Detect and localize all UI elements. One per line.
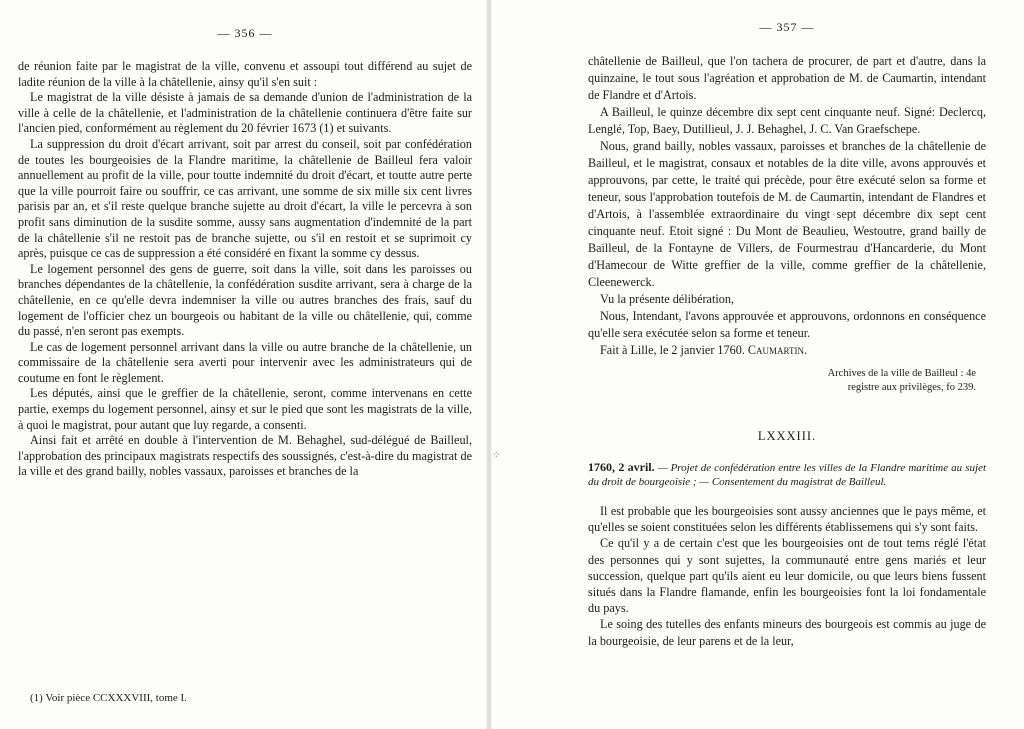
paragraph: La suppression du droit d'écart arrivant, soit par arrest du conseil, soit par confédération de toutes les bourgeoisies de la Flandre maritime, la châtellenie de Bailleul fera valoir annuellement au profit de la ville, pour toutte indemnité du droit d'écart, et toutte autre perte que la ville pourroit faire ou souffrir, ce cas arrivant, une somme de six mille six cent livres parisis par an, et s'il reste quelque branche sujette au droit d'écart, la ville le percevra à son profit sans diminution de la susdite somme, aussy sans augmentation d'indemnité de la part de la châtellenie s'il ne restoit pas de branche sujette, ou s'il en restoit et se suprimoit cy après, puisque ce cas de suppression a été considéré en fixant la somme cy dessus. — [18, 136, 472, 261]
right-page — [490, 0, 1024, 729]
gutter-mark-icon: ⁘ — [492, 450, 501, 461]
archive-reference — [588, 367, 976, 395]
fait-line — [588, 342, 986, 359]
left-body — [18, 59, 472, 480]
archive-line: registre aux privilèges, fo 239. — [847, 382, 976, 393]
footnote: (1) Voir pièce CCXXXVIII, tome I. — [30, 692, 187, 704]
entry-date: 1760, 2 avril. — [588, 460, 655, 474]
left-page — [0, 0, 490, 729]
page-number-left: — 356 — — [217, 26, 273, 40]
paragraph: Ainsi fait et arrêté en double à l'intervention de M. Behaghel, sud-délégué de Bailleul, l'approbation des principaux magistrats respectifs des soussignés, c'est-à-dire du magistrat de la ville et des grand bailly, nobles vassaux, paroisses et branches de la — [18, 433, 472, 479]
paragraph: Le magistrat de la ville désiste à jamais de sa demande d'union de l'administration de la ville à celle de la châtellenie, et l'administration de la châtellenie continuera d'être faite sur l'ancien pied, conformément au règlement du 20 février 1673 (1) et suivants. — [18, 90, 472, 136]
entry-header — [588, 460, 986, 489]
right-body-bottom — [588, 503, 986, 649]
paragraph: Le logement personnel des gens de guerre, soit dans la ville, soit dans les paroisses ou branches dépendantes de la châtellenie, la confédération susdite arrivant, sera à charge de la châtellenie, en ce qu'elle devra indemniser la ville ou autres branches des frais, sauf du logement de l'officier chez un bourgeois ou habitant de la ville ou châtellenie, qui, comme du passé, n'en seront pas exempts. — [18, 261, 472, 339]
paragraph: Les députés, ainsi que le greffier de la châtellenie, seront, comme intervenans en cette partie, exemps du logement personnel, ainsy et sur le pied que sont les magistrats de la ville, à quoi le magistrat, pour autant que luy regarde, a consenti. — [18, 386, 472, 432]
archive-line: Archives de la ville de Bailleul : 4e — [827, 368, 976, 379]
right-body-top — [588, 53, 986, 359]
paragraph: Il est probable que les bourgeoisies sont aussy anciennes que le pays même, et qu'elles se soient constituées selon les différents établissemens qui s'y sont faits. — [588, 504, 986, 535]
paragraph: A Bailleul, le quinze décembre dix sept cent cinquante neuf. Signé: Declercq, Lenglé, Top, Baey, Dutillieul, J. J. Behaghel, J. C. Van Graefschepe. — [588, 105, 986, 136]
page-number-right: — 357 — — [759, 20, 815, 34]
paragraph: de réunion faite par le magistrat de la ville, convenu et assoupi tout différend au sujet de ladite réunion de la ville à la châtellenie, ainsy qu'il s'en suit : — [18, 59, 472, 89]
section-heading: LXXXIII. — [757, 429, 817, 443]
paragraph: Le soing des tutelles des enfants mineurs des bourgeois est commis au juge de la bourgeoisie, de leur parens et de la leur, — [588, 617, 986, 648]
fait-text: Fait à Lille, le 2 janvier 1760. — [600, 343, 745, 357]
paragraph: Nous, grand bailly, nobles vassaux, paroisses et branches de la châtellenie de Bailleul, et le magistrat, consaux et notables de la dite ville, avons approuvés et approuvons, par cette, le traité qui précède, pour être exécuté selon sa forme et teneur, sous l'approbation toutefois de M. de Caumartin, intendant de Flandres et d'Artois, à l'assemblée extraordinaire du vingt sept décembre dix sept cent cinquante neuf. Etoit signé : Du Mont de Beaulieu, Westoutre, grand bailly de Bailleul, de la Fontayne de Villers, de Fourmestrau d'Hancarderie, du Mont d'Hamecour de Witte greffier de la ville, comme greffier de la châtellenie, Cleenewerck. — [588, 139, 986, 289]
fait-signer: Caumartin. — [747, 343, 808, 357]
entry-title: — Projet de confédération entre les villes de la Flandre maritime au sujet du droit de bourgeoisie ; — Consentement du magistrat de Bailleul. — [588, 462, 987, 488]
paragraph: Le cas de logement personnel arrivant dans la ville ou autre branche de la châtellenie, un commissaire de la châtellenie sera averti pour intervenir avec les administrateurs qui de coutume en font le règlement. — [18, 339, 472, 385]
paragraph: Vu la présente délibération, — [600, 292, 734, 306]
paragraph: châtellenie de Bailleul, que l'on tachera de procurer, de part et d'autre, dans la quinzaine, le tout sous l'agréation et approbation de M. de Caumartin, intendant de Flandre et d'Artois. — [588, 54, 986, 102]
paragraph: Nous, Intendant, l'avons approuvée et approuvons, ordonnons en conséquence qu'elle sera exécutée selon sa forme et teneur. — [588, 309, 986, 340]
paragraph: Ce qu'il y a de certain c'est que les bourgeoisies ont de tout tems réglé l'état des personnes qui y sont sujettes, la communauté entre gens mariés et leur succession, quelque part qu'ils aient eu leur domicile, ou que leurs biens fussent situés dans la Flandre flamande, enfin les bourgeoisies font la loi fondamentale du pays. — [588, 536, 986, 616]
